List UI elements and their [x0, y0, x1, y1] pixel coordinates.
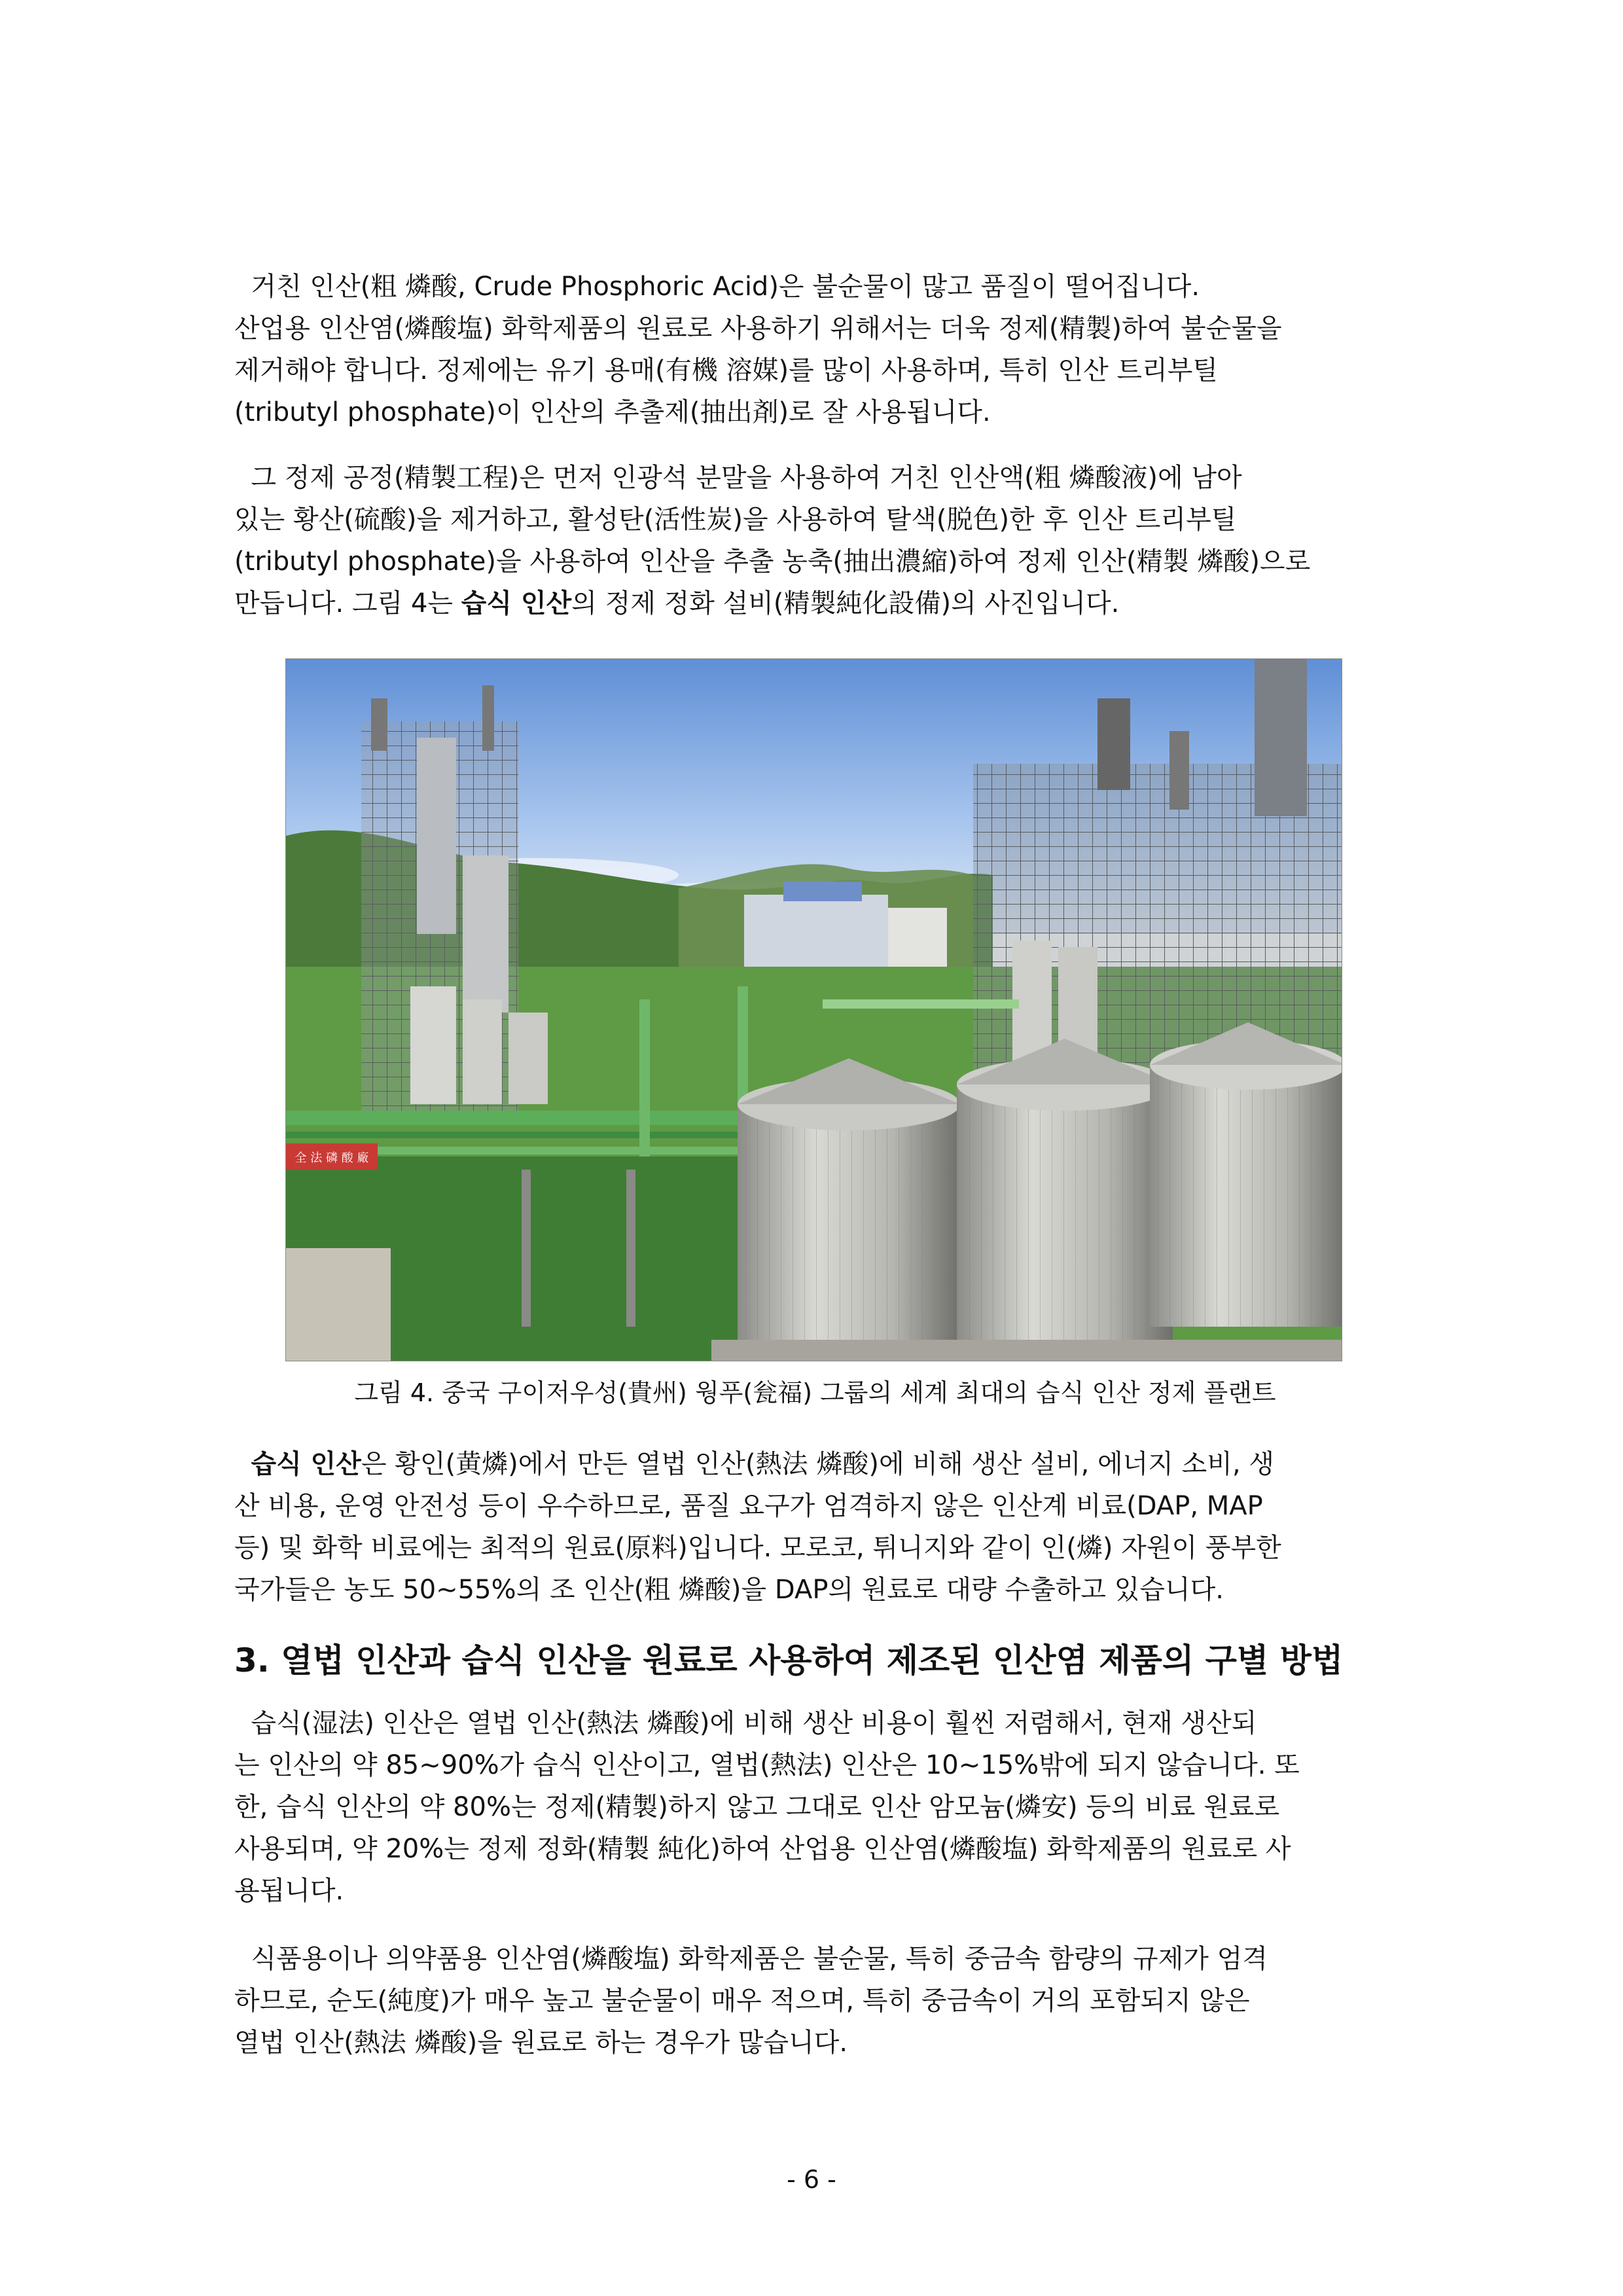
- bold-term: 습식 인산: [251, 1449, 361, 1479]
- text-line: 는 인산의 약 85~90%가 습식 인산이고, 열법(熱法) 인산은 10~15%밖에 되지 않습니다. 또: [234, 1750, 1300, 1780]
- text-line: 습식(湿法) 인산은 열법 인산(熱法 燐酸)에 비해 생산 비용이 훨씬 저렴해서, 현재 생산되: [234, 1708, 1257, 1738]
- page-number: - 6 -: [787, 2165, 836, 2194]
- text-line: 산업용 인산염(燐酸塩) 화학제품의 원료로 사용하기 위해서는 더욱 정제(精製)하여 불순물을: [234, 314, 1282, 344]
- text-line: 제거해야 합니다. 정제에는 유기 용매(有機 溶媒)를 많이 사용하며, 특히 인산 트리부틸: [234, 355, 1218, 386]
- bold-term: 습식 인산: [461, 588, 572, 619]
- figure-photo-plant: [285, 658, 1342, 1361]
- text-line: 그 정제 공정(精製工程)은 먼저 인광석 분말을 사용하여 거친 인산액(粗 燐酸液)에 남아: [234, 463, 1242, 493]
- paragraph-refining-process: [234, 457, 1396, 624]
- text-run: [234, 1449, 251, 1479]
- section-heading: 3. 열법 인산과 습식 인산을 원료로 사용하여 제조된 인산염 제품의 구별 방법: [234, 1641, 1344, 1679]
- text-line: 한, 습식 인산의 약 80%는 정제(精製)하지 않고 그대로 인산 암모늄(燐安) 등의 비료 원료로: [234, 1792, 1280, 1822]
- text-line: (tributyl phosphate)을 사용하여 인산을 추출 농축(抽出濃縮)하여 정제 인산(精製 燐酸)으로: [234, 547, 1311, 577]
- banner-sign: 全 法 磷 酸 廠: [294, 1151, 369, 1165]
- figure-caption: 그림 4. 중국 구이저우성(貴州) 웡푸(瓮福) 그룹의 세계 최대의 습식 인산 정제 플랜트: [354, 1378, 1276, 1407]
- text-line: 용됩니다.: [234, 1876, 344, 1906]
- text-line: 국가들은 농도 50~55%의 조 인산(粗 燐酸)을 DAP의 원료로 대량 수출하고 있습니다.: [234, 1575, 1224, 1605]
- text-line: (tributyl phosphate)이 인산의 추출제(抽出剤)로 잘 사용됩니다.: [234, 397, 991, 427]
- text-line: [234, 583, 1396, 624]
- paragraph-wet-process-advantages: [234, 1443, 1396, 1611]
- text-line: [234, 1443, 1396, 1485]
- paragraph-production-share: [234, 1702, 1396, 1912]
- text-line: 거친 인산(粗 燐酸, Crude Phosphoric Acid)은 불순물이 많고 품질이 떨어집니다.: [234, 272, 1200, 302]
- text-line: 하므로, 순도(純度)가 매우 높고 불순물이 매우 적으며, 특히 중금속이 거의 포함되지 않은: [234, 1986, 1250, 2016]
- text-run: 만듭니다. 그림 4는: [234, 588, 461, 619]
- text-line: 열법 인산(熱法 燐酸)을 원료로 하는 경우가 많습니다.: [234, 2028, 848, 2058]
- text-line: 산 비용, 운영 안전성 등이 우수하므로, 품질 요구가 엄격하지 않은 인산계 비료(DAP, MAP: [234, 1491, 1263, 1521]
- text-line: 등) 및 화학 비료에는 최적의 원료(原料)입니다. 모로코, 튀니지와 같이 인(燐) 자원이 풍부한: [234, 1533, 1281, 1563]
- text-run: 은 황인(黄燐)에서 만든 열법 인산(熱法 燐酸)에 비해 생산 설비, 에너지 소비, 생: [361, 1449, 1275, 1479]
- paragraph-crude-acid: [234, 266, 1396, 433]
- text-line: 사용되며, 약 20%는 정제 정화(精製 純化)하여 산업용 인산염(燐酸塩) 화학제품의 원료로 사: [234, 1834, 1291, 1864]
- text-run: 의 정제 정화 설비(精製純化設備)의 사진입니다.: [571, 588, 1120, 619]
- text-line: 있는 황산(硫酸)을 제거하고, 활성탄(活性炭)을 사용하여 탈색(脱色)한 후 인산 트리부틸: [234, 505, 1237, 535]
- paragraph-food-pharma-grade: [234, 1938, 1396, 2064]
- text-line: 식품용이나 의약품용 인산염(燐酸塩) 화학제품은 불순물, 특히 중금속 함량의 규제가 엄격: [234, 1944, 1268, 1974]
